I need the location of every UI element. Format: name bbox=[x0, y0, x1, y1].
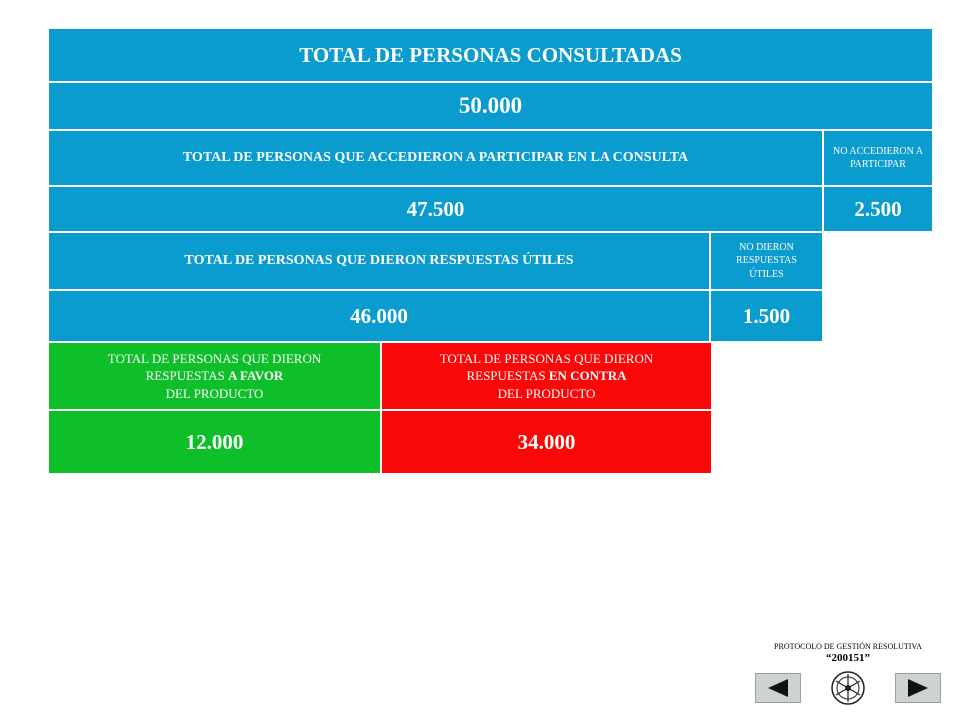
protocol-code: “200151” bbox=[826, 652, 870, 664]
contra-line-3: DEL PRODUCTO bbox=[497, 385, 596, 401]
value-no-accedieron: 2.500 bbox=[823, 186, 933, 232]
title-total-consultadas: TOTAL DE PERSONAS CONSULTADAS bbox=[48, 28, 933, 82]
contra-line-2 bbox=[466, 367, 626, 385]
value-en-contra: 34.000 bbox=[381, 410, 712, 474]
contra-emphasis: EN CONTRA bbox=[548, 368, 627, 384]
contra-line-1: TOTAL DE PERSONAS QUE DIERON bbox=[439, 350, 654, 366]
favor-line-1: TOTAL DE PERSONAS QUE DIERON bbox=[107, 350, 322, 366]
prev-button[interactable] bbox=[755, 673, 801, 703]
label-no-accedieron: NO ACCEDIERON A PARTICIPAR bbox=[823, 130, 933, 186]
left-triangle-icon bbox=[756, 674, 800, 702]
label-utiles: TOTAL DE PERSONAS QUE DIERON RESPUESTAS ÚTILES bbox=[48, 232, 710, 290]
value-accedieron: 47.500 bbox=[48, 186, 823, 232]
label-no-utiles: NO DIERON RESPUESTAS ÚTILES bbox=[710, 232, 823, 290]
next-button[interactable] bbox=[895, 673, 941, 703]
favor-line-3: DEL PRODUCTO bbox=[165, 385, 264, 401]
right-triangle-icon bbox=[896, 674, 940, 702]
value-total-consultadas: 50.000 bbox=[48, 82, 933, 130]
home-button[interactable] bbox=[830, 670, 866, 706]
value-a-favor: 12.000 bbox=[48, 410, 381, 474]
protocol-label: PROTOCOLO DE GESTIÓN RESOLUTIVA bbox=[774, 642, 922, 651]
value-no-utiles: 1.500 bbox=[710, 290, 823, 342]
label-accedieron: TOTAL DE PERSONAS QUE ACCEDIERON A PARTICIPAR EN LA CONSULTA bbox=[48, 130, 823, 186]
label-en-contra bbox=[381, 342, 712, 410]
favor-line-2-text: RESPUESTAS bbox=[145, 368, 229, 384]
label-a-favor bbox=[48, 342, 381, 410]
favor-line-2 bbox=[146, 367, 284, 385]
star-wheel-icon bbox=[830, 670, 866, 706]
contra-line-2-text: RESPUESTAS bbox=[466, 368, 549, 384]
footer-protocol bbox=[755, 642, 941, 664]
value-utiles: 46.000 bbox=[48, 290, 710, 342]
favor-emphasis: A FAVOR bbox=[228, 368, 284, 384]
